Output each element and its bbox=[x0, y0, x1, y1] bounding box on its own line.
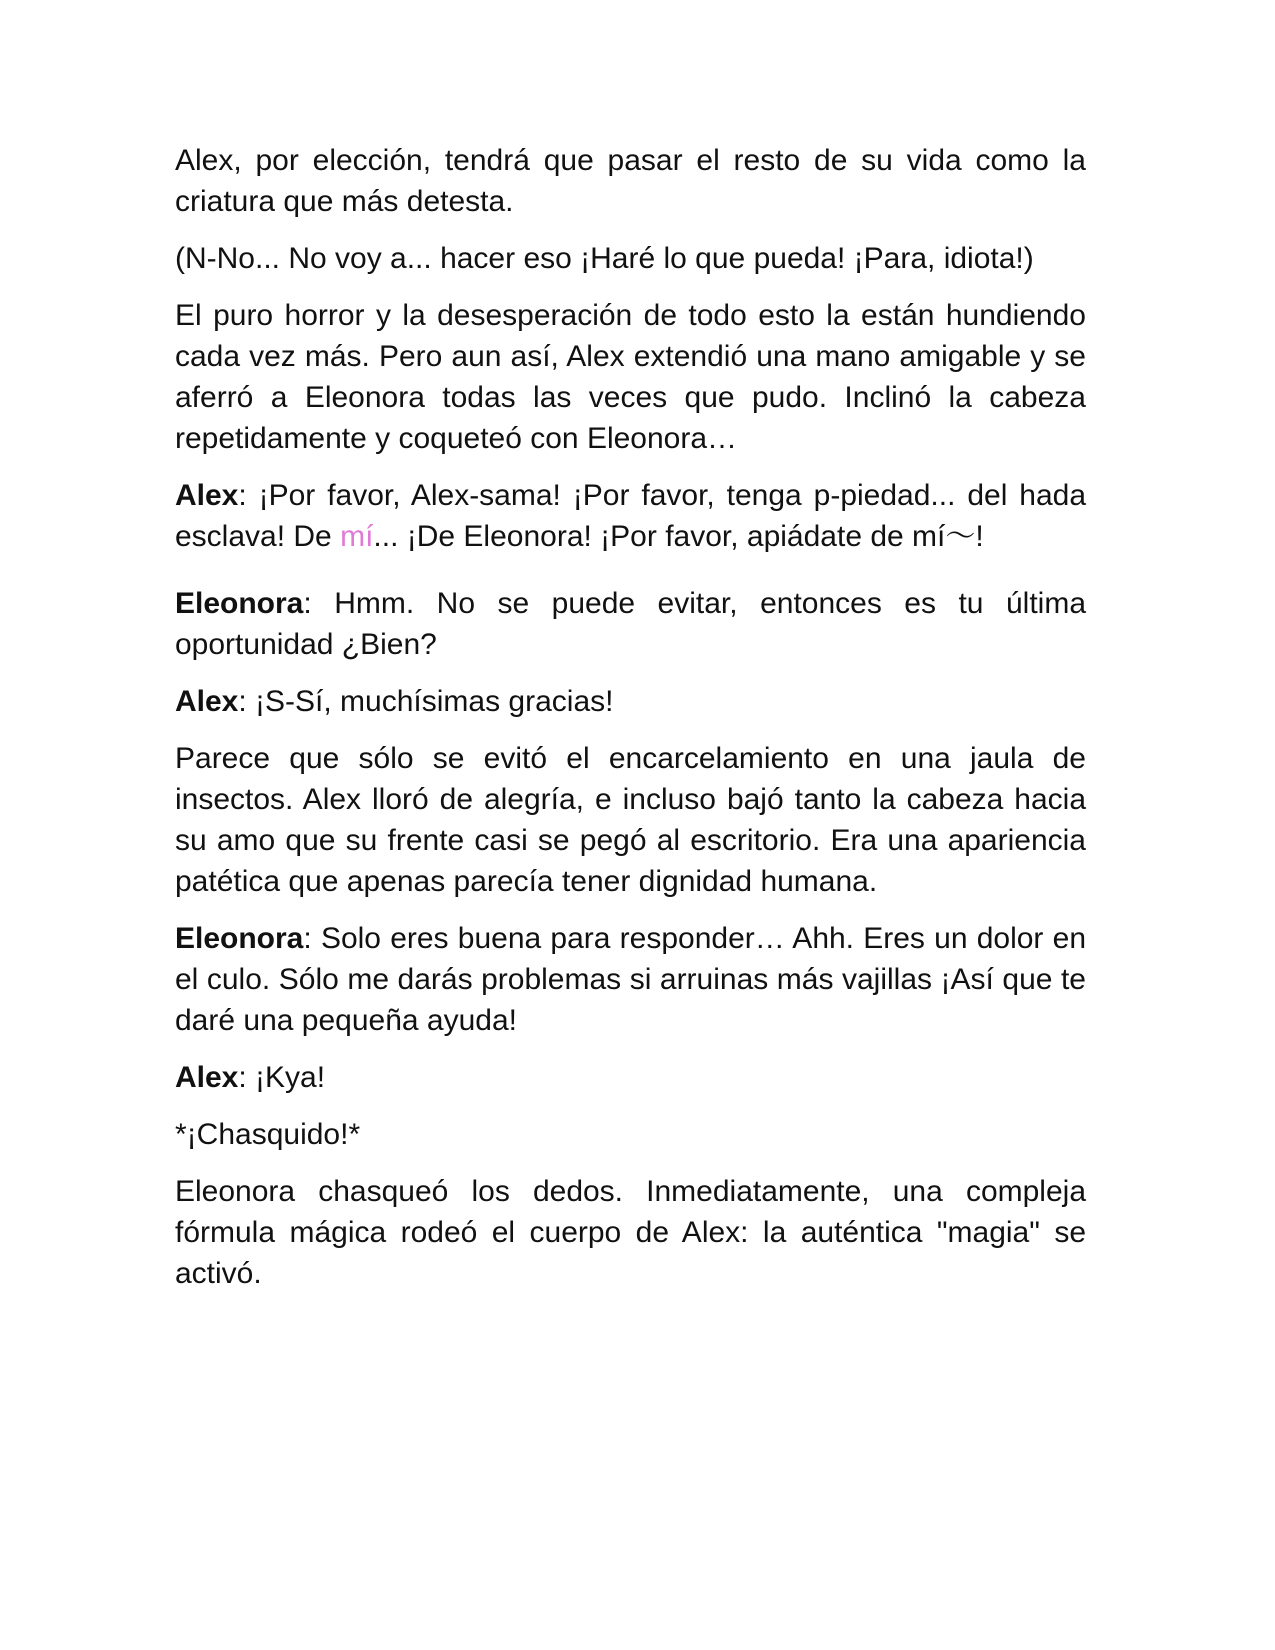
dialogue-text: ¡Por favor, Alex-sama! ¡Por favor, tenga p-piedad... del hada esclava! De bbox=[175, 479, 1087, 553]
paragraph-text: (N-No... No voy a... hacer eso ¡Haré lo que pueda! ¡Para, idiota!) bbox=[175, 242, 1034, 275]
speaker-separator: : bbox=[303, 922, 321, 955]
speaker-separator: : bbox=[238, 1061, 256, 1094]
paragraph-dialogue bbox=[175, 1057, 1086, 1098]
paragraph-text: Parece que sólo se evitó el encarcelamiento en una jaula de insectos. Alex lloró de alegría, e incluso bajó tanto la cabeza hacia su amo que su frente casi se pegó al escritorio. Era una apariencia patética que apenas parecía tener dignidad humana. bbox=[175, 742, 1086, 898]
paragraph-text: El puro horror y la desesperación de todo esto la están hundiendo cada vez más. Pero aun así, Alex extendió una mano amigable y se aferró a Eleonora todas las veces que pudo. Inclinó la cabeza repetidamente y coqueteó con Eleonora… bbox=[175, 299, 1086, 455]
speaker-name: Alex bbox=[175, 685, 239, 718]
speaker-name: Eleonora bbox=[175, 922, 304, 955]
paragraph-narration bbox=[175, 140, 1086, 222]
paragraph-dialogue bbox=[175, 475, 1086, 557]
speaker-name: Alex bbox=[175, 479, 239, 512]
highlighted-word: mí bbox=[340, 520, 374, 553]
paragraph-narration bbox=[175, 295, 1086, 459]
document-page bbox=[175, 140, 1086, 1310]
speaker-separator: : bbox=[303, 587, 335, 620]
paragraph-dialogue bbox=[175, 583, 1086, 665]
paragraph-narration bbox=[175, 1114, 1086, 1155]
paragraph-narration bbox=[175, 238, 1086, 279]
speaker-name: Eleonora bbox=[175, 587, 304, 620]
paragraph-text: *¡Chasquido!* bbox=[175, 1118, 361, 1151]
paragraph-dialogue bbox=[175, 681, 1086, 722]
dialogue-text: Solo eres buena para responder… Ahh. Eres un dolor en el culo. Sólo me darás problemas si arruinas más vajillas ¡Así que te daré una pequeña ayuda! bbox=[175, 922, 1087, 1037]
dialogue-text: ¡S-Sí, muchísimas gracias! bbox=[255, 685, 614, 718]
speaker-separator: : bbox=[238, 685, 256, 718]
paragraph-dialogue bbox=[175, 918, 1086, 1041]
paragraph-text: Alex, por elección, tendrá que pasar el resto de su vida como la criatura que más detesta. bbox=[175, 144, 1086, 218]
speaker-separator: : bbox=[238, 479, 259, 512]
dialogue-text: Hmm. No se puede evitar, entonces es tu última oportunidad ¿Bien? bbox=[175, 587, 1086, 661]
dialogue-text: ... ¡De Eleonora! ¡Por favor, apiádate de mí～! bbox=[373, 520, 984, 553]
paragraph-text: Eleonora chasqueó los dedos. Inmediatamente, una compleja fórmula mágica rodeó el cuerpo de Alex: la auténtica "magia" se activó. bbox=[175, 1175, 1086, 1290]
paragraph-narration bbox=[175, 1171, 1086, 1294]
paragraph-narration bbox=[175, 738, 1086, 902]
speaker-name: Alex bbox=[175, 1061, 239, 1094]
dialogue-text: ¡Kya! bbox=[255, 1061, 326, 1094]
